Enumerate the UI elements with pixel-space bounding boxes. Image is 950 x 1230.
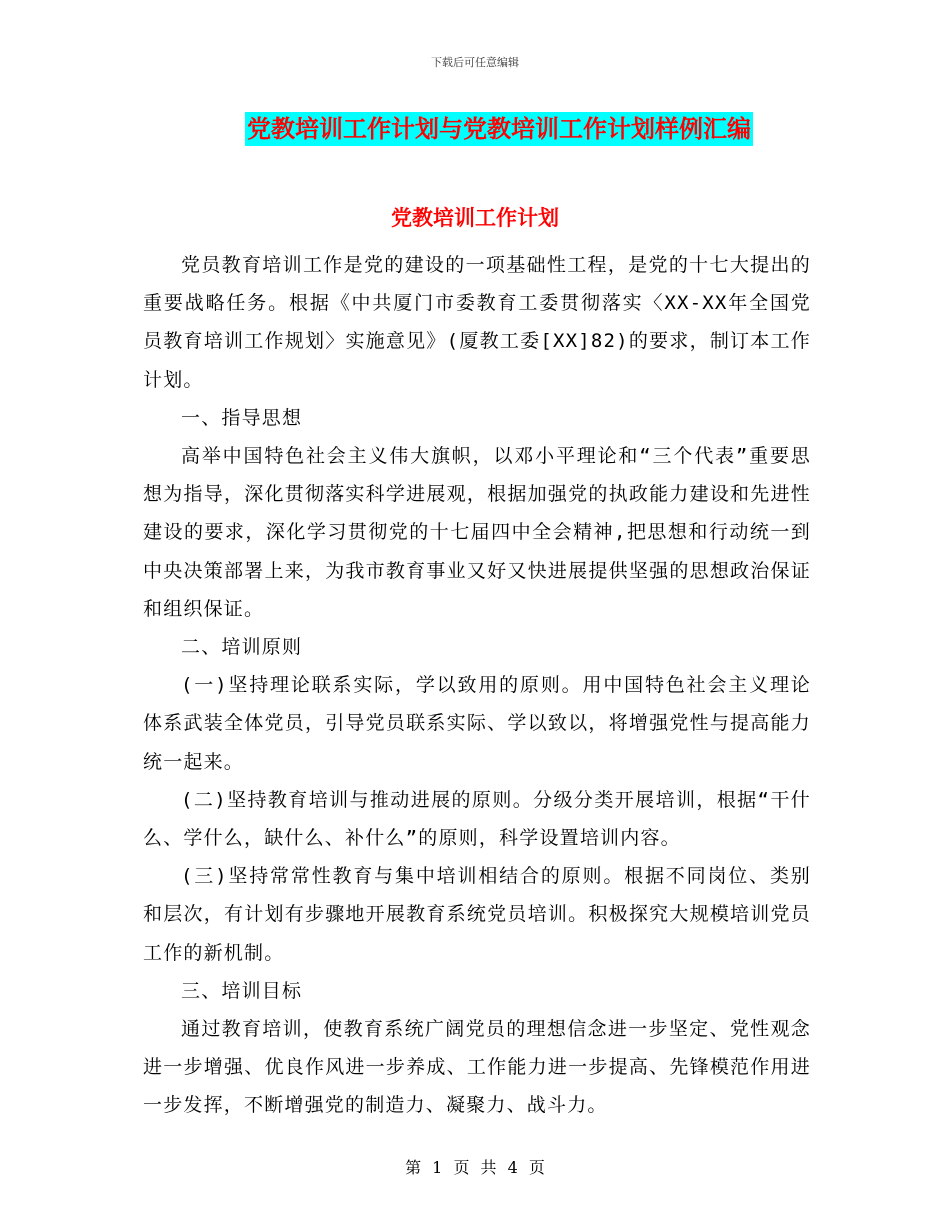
document-body	[143, 246, 811, 1125]
paragraph-principle-2: (二)坚持教育培训与推动进展的原则。分级分类开展培训，根据“干什么、学什么，缺什么、补什么”的原则，科学设置培训内容。	[143, 788, 811, 850]
page-number-footer: 第 1 页 共 4 页	[405, 1158, 545, 1177]
heading-training-goals: 三、培训目标	[181, 979, 303, 1002]
heading-guiding-thought: 一、指导思想	[181, 406, 303, 429]
heading-training-principles: 二、培训原则	[181, 636, 303, 659]
paragraph-principle-3: (三)坚持常常性教育与集中培训相结合的原则。根据不同岗位、类别和层次，有计划有步骤地开展教育系统党员培训。积极探究大规模培训党员工作的新机制。	[143, 865, 811, 964]
paragraph-training-goals: 通过教育培训，使教育系统广阔党员的理想信念进一步坚定、党性观念进一步增强、优良作风进一步养成、工作能力进一步提高、先锋模范作用进一步发挥，不断增强党的制造力、凝聚力、战斗力。	[143, 1018, 811, 1117]
paragraph-guiding-thought: 高举中国特色社会主义伟大旗帜，以邓小平理论和“三个代表”重要思想为指导，深化贯彻落实科学进展观，根据加强党的执政能力建设和先进性建设的要求，深化学习贯彻党的十七届四中全会精神,把思想和行动统一到中央决策部署上来，为我市教育事业又好又快进展提供坚强的思想政治保证和组织保证。	[143, 445, 811, 620]
main-title-container	[0, 112, 950, 146]
paragraph-intro: 党员教育培训工作是党的建设的一项基础性工程，是党的十七大提出的重要战略任务。根据《中共厦门市委教育工委贯彻落实〈XX-XX年全国党员教育培训工作规划〉实施意见》(厦教工委[XX]82)的要求，制订本工作计划。	[143, 254, 811, 391]
section-title: 党教培训工作计划	[391, 205, 559, 230]
main-title: 党教培训工作计划与党教培训工作计划样例汇编	[245, 112, 753, 146]
paragraph-principle-1: (一)坚持理论联系实际，学以致用的原则。用中国特色社会主义理论体系武装全体党员，引导党员联系实际、学以致以，将增强党性与提高能力统一起来。	[143, 674, 811, 773]
header-note: 下载后可任意编辑	[431, 56, 519, 69]
